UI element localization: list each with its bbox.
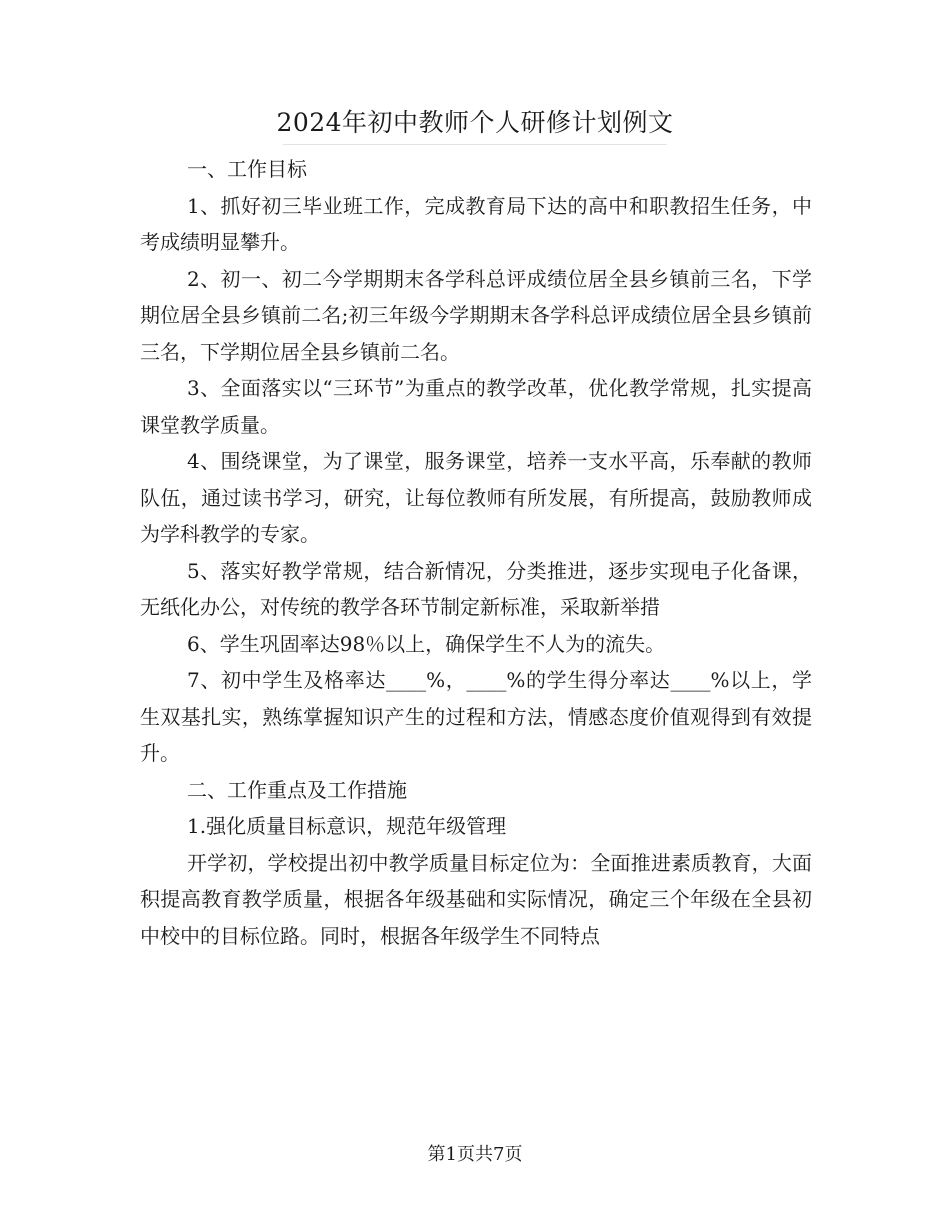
paragraph-goal-3: 3、全面落实以“三环节”为重点的教学改革，优化教学常规，扎实提高课堂教学质量。 [140,376,812,437]
paragraph-goal-7: 7、初中学生及格率达____%，____%的学生得分率达____%以上，学生双基扎实，熟练掌握知识产生的过程和方法，情感态度价值观得到有效提升。 [140,668,812,765]
paragraph-goal-4: 4、围绕课堂，为了课堂，服务课堂，培养一支水平高，乐奉献的教师队伍，通过读书学习，研究，让每位教师有所发展，有所提高，鼓励教师成为学科教学的专家。 [140,449,812,546]
page-number-footer: 第1页共7页 [427,1144,523,1165]
title-underline [283,144,667,145]
document-body [140,151,812,954]
paragraph-goal-5: 5、落实好教学常规，结合新情况，分类推进，逐步实现电子化备课，无纸化办公，对传统的教学各环节制定新标准，采取新举措 [140,558,812,619]
paragraph-semester-start: 开学初，学校提出初中教学质量目标定位为：全面推进素质教育，大面积提高教育教学质量，根据各年级基础和实际情况，确定三个年级在全县初中校中的目标位路。同时，根据各年级学生不同特点 [140,850,812,948]
paragraph-goal-2: 2、初一、初二今学期期末各学科总评成绩位居全县乡镇前三名，下学期位居全县乡镇前二名;初三年级今学期期末各学科总评成绩位居全县乡镇前三名，下学期位居全县乡镇前二名。 [140,266,812,364]
paragraph-goal-6: 6、学生巩固率达98％以上，确保学生不人为的流失。 [187,631,666,656]
section-heading-measures: 二、工作重点及工作措施 [187,777,407,802]
document-title: 2024年初中教师个人研修计划例文 [276,108,674,137]
subheading-quality-goals: 1.强化质量目标意识，规范年级管理 [187,814,507,838]
paragraph-goal-1: 1、抓好初三毕业班工作，完成教育局下达的高中和职教招生任务，中考成绩明显攀升。 [140,193,812,254]
section-heading-goals: 一、工作目标 [187,157,307,181]
